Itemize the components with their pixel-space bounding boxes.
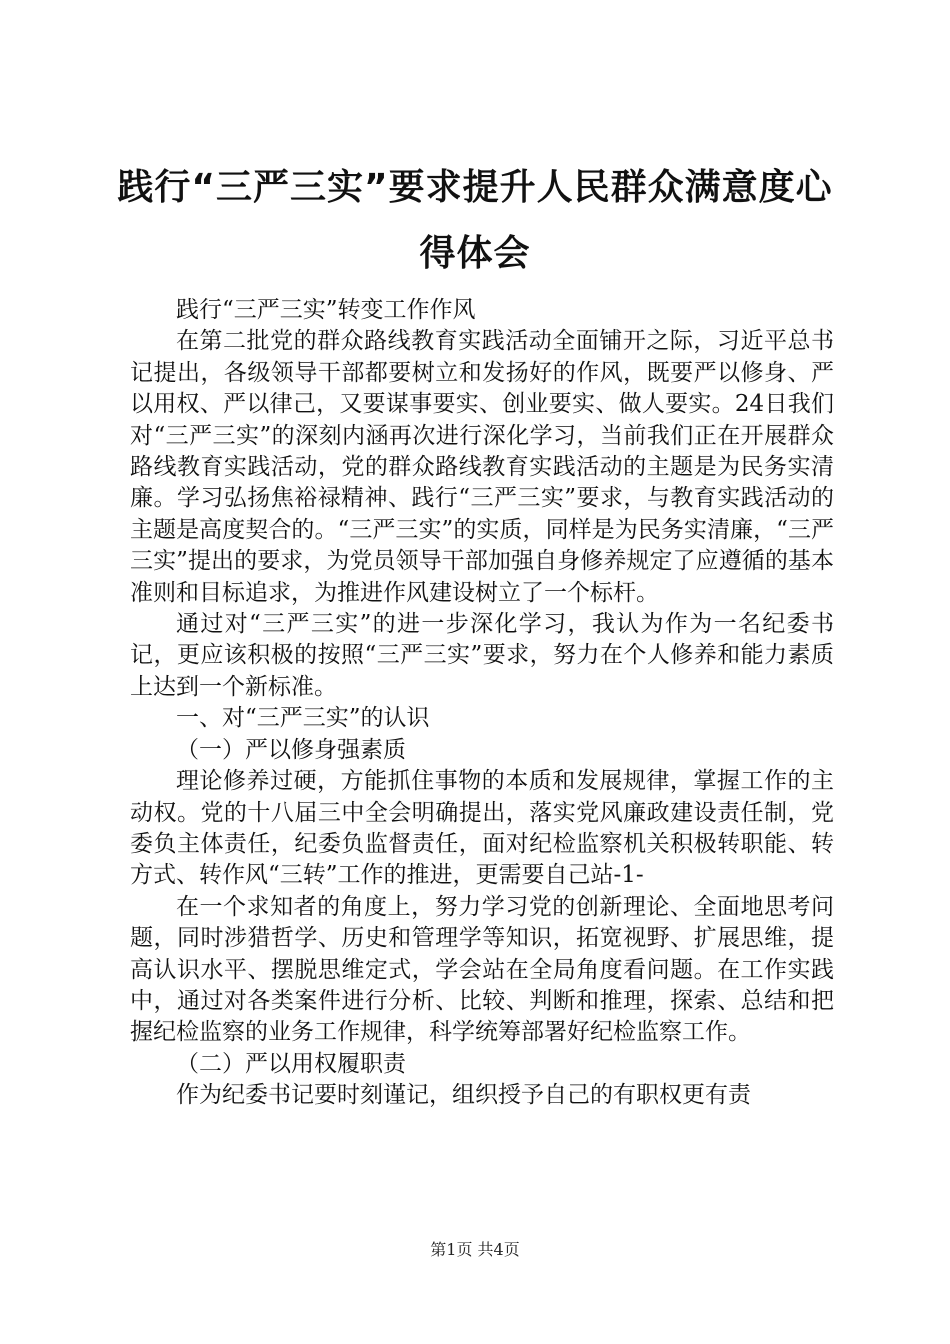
paragraph: 在第二批党的群众路线教育实践活动全面铺开之际，习近平总书记提出，各级领导干部都要树立和发扬好的作风，既要严以修身、严以用权、严以律己，又要谋事要实、创业要实、做人要实。24日我们对“三严三实”的深刻内涵再次进行深化学习，当前我们正在开展群众路线教育实践活动，党的群众路线教育实践活动的主题是为民务实清廉。学习弘扬焦裕禄精神、践行“三严三实”要求，与教育实践活动的主题是高度契合的。“三严三实”的实质，同样是为民务实清廉，“三严三实”提出的要求，为党员领导干部加强自身修养规定了应遵循的基本准则和目标追求，为推进作风建设树立了一个标杆。 (130, 328, 834, 606)
paragraph: 在一个求知者的角度上，努力学习党的创新理论、全面地思考问题，同时涉猎哲学、历史和管理学等知识，拓宽视野、扩展思维，提高认识水平、摆脱思维定式，学会站在全局角度看问题。在工作实践中，通过对各类案件进行分析、比较、判断和推理，探索、总结和把握纪检监察的业务工作规律，科学统筹部署好纪检监察工作。 (130, 893, 834, 1046)
subsection-heading: （一）严以修身强素质 (176, 736, 406, 763)
paragraph: 理论修养过硬，方能抓住事物的本质和发展规律，掌握工作的主动权。党的十八届三中全会明确提出，落实党风廉政建设责任制，党委负主体责任，纪委负监督责任，面对纪检监察机关积极转职能、转方式、转作风“三转”工作的推进，更需要自己站-1- (130, 768, 834, 889)
paragraph: 通过对“三严三实”的进一步深化学习，我认为作为一名纪委书记，更应该积极的按照“三严三实”要求，努力在个人修养和能力素质上达到一个新标准。 (130, 611, 834, 700)
document-body (130, 295, 834, 1112)
paragraph: 作为纪委书记要时刻谨记，组织授予自己的有职权更有责 (176, 1082, 751, 1109)
subsection-heading: （二）严以用权履职责 (176, 1050, 406, 1077)
section-heading: 践行“三严三实”转变工作作风 (176, 297, 476, 323)
page-footer: 第1页 共4页 (430, 1240, 520, 1259)
document-title: 践行“三严三实”要求提升人民群众满意度心得体会 (117, 167, 833, 274)
section-heading: 一、对“三严三实”的认识 (176, 705, 430, 732)
